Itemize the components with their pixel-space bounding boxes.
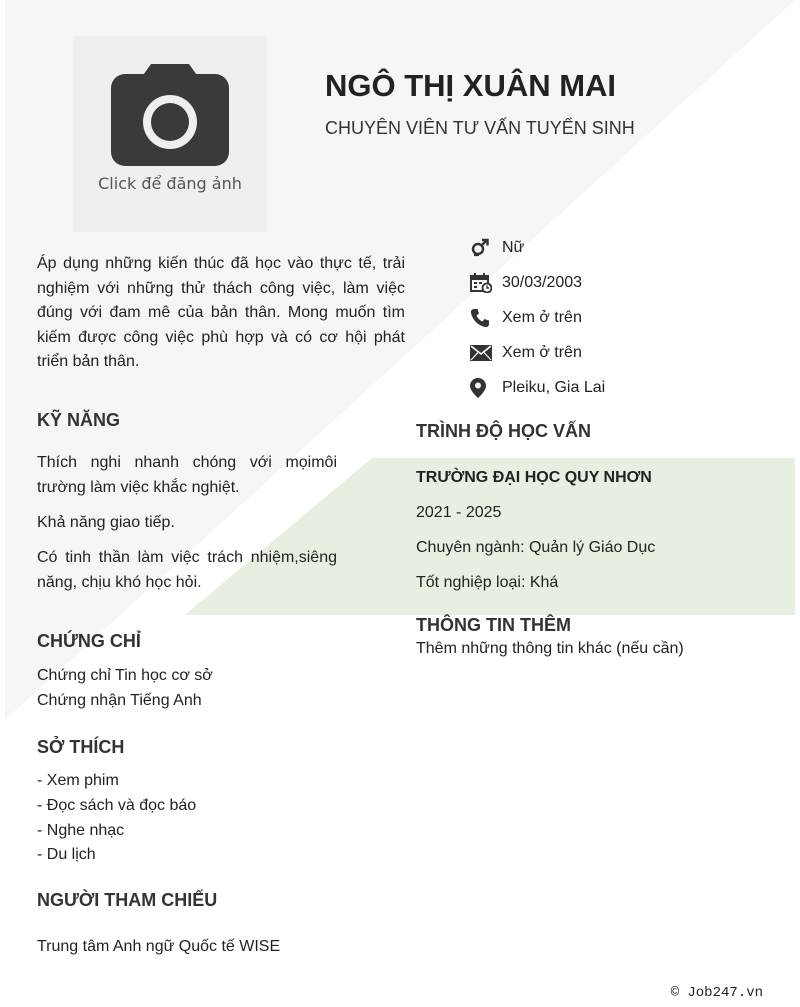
contact-location — [470, 370, 605, 405]
skills-heading: KỸ NĂNG — [37, 410, 121, 430]
skill-item: Khả năng giao tiếp. — [37, 514, 175, 531]
education-block — [416, 466, 655, 595]
candidate-name: NGÔ THỊ XUÂN MAI — [325, 68, 617, 103]
extra-info-text: Thêm những thông tin khác (nếu cần) — [416, 640, 684, 657]
job-title: CHUYÊN VIÊN TƯ VẤN TUYỂN SINH — [325, 118, 635, 138]
certificate-item: Chứng chỉ Tin học cơ sở — [37, 667, 213, 684]
skill-item: Có tinh thần làm việc trách nhiệm,siêng năng, chịu khó học hỏi. — [37, 549, 337, 591]
hobby-item: - Nghe nhạc — [37, 821, 125, 839]
gender-icon — [470, 238, 502, 258]
certificates-heading: CHỨNG CHỈ — [37, 631, 141, 651]
contact-info — [470, 230, 605, 405]
skill-item: Thích nghi nhanh chóng với mọimôi trường làm việc khắc nghiệt. — [37, 454, 337, 496]
photo-upload-label: Click để đăng ảnh — [98, 174, 242, 193]
footer-copyright: © Job247.vn — [670, 985, 763, 1001]
hobby-item: - Đọc sách và đọc báo — [37, 796, 197, 814]
contact-email — [470, 335, 605, 370]
reference-text: Trung tâm Anh ngữ Quốc tế WISE — [37, 938, 281, 955]
education-grade: Tốt nghiệp loại: Khá — [416, 574, 559, 591]
birthdate-value: 30/03/2003 — [502, 273, 583, 291]
location-value: Pleiku, Gia Lai — [502, 378, 606, 396]
camera-icon — [111, 64, 229, 166]
certificate-item: Chứng nhận Tiếng Anh — [37, 691, 202, 709]
phone-icon — [470, 308, 502, 328]
extra-info-heading: THÔNG TIN THÊM — [416, 615, 571, 635]
gender-value: Nữ — [502, 238, 525, 256]
photo-upload[interactable] — [73, 36, 267, 232]
hobby-item: - Xem phim — [37, 772, 119, 789]
education-major: Chuyên ngành: Quản lý Giáo Dục — [416, 539, 656, 556]
hobbies-list — [37, 769, 196, 868]
skills-list — [37, 450, 337, 605]
education-years: 2021 - 2025 — [416, 504, 502, 521]
calendar-icon — [470, 273, 502, 293]
career-objective: Áp dụng những kiến thúc đã học vào thực tế, trải nghiệm với những thử thách công việc, làm việc đúng với đam mê của bản thân. Mong muốn tìm kiếm được công việc phù hợp và có cơ hội phát triển bản thân. — [37, 255, 405, 370]
phone-value: Xem ở trên — [502, 308, 582, 326]
email-value: Xem ở trên — [502, 343, 582, 361]
school-name: TRƯỜNG ĐẠI HỌC QUY NHƠN — [416, 469, 652, 486]
hobbies-heading: SỞ THÍCH — [37, 737, 125, 757]
hobby-item: - Du lịch — [37, 846, 96, 864]
contact-gender — [470, 230, 605, 265]
contact-phone — [470, 300, 605, 335]
location-icon — [470, 378, 502, 398]
certificates-list — [37, 664, 213, 714]
education-heading: TRÌNH ĐỘ HỌC VẤN — [416, 421, 591, 441]
contact-birthdate — [470, 265, 605, 300]
email-icon — [470, 345, 502, 361]
references-heading: NGƯỜI THAM CHIẾU — [37, 890, 218, 910]
